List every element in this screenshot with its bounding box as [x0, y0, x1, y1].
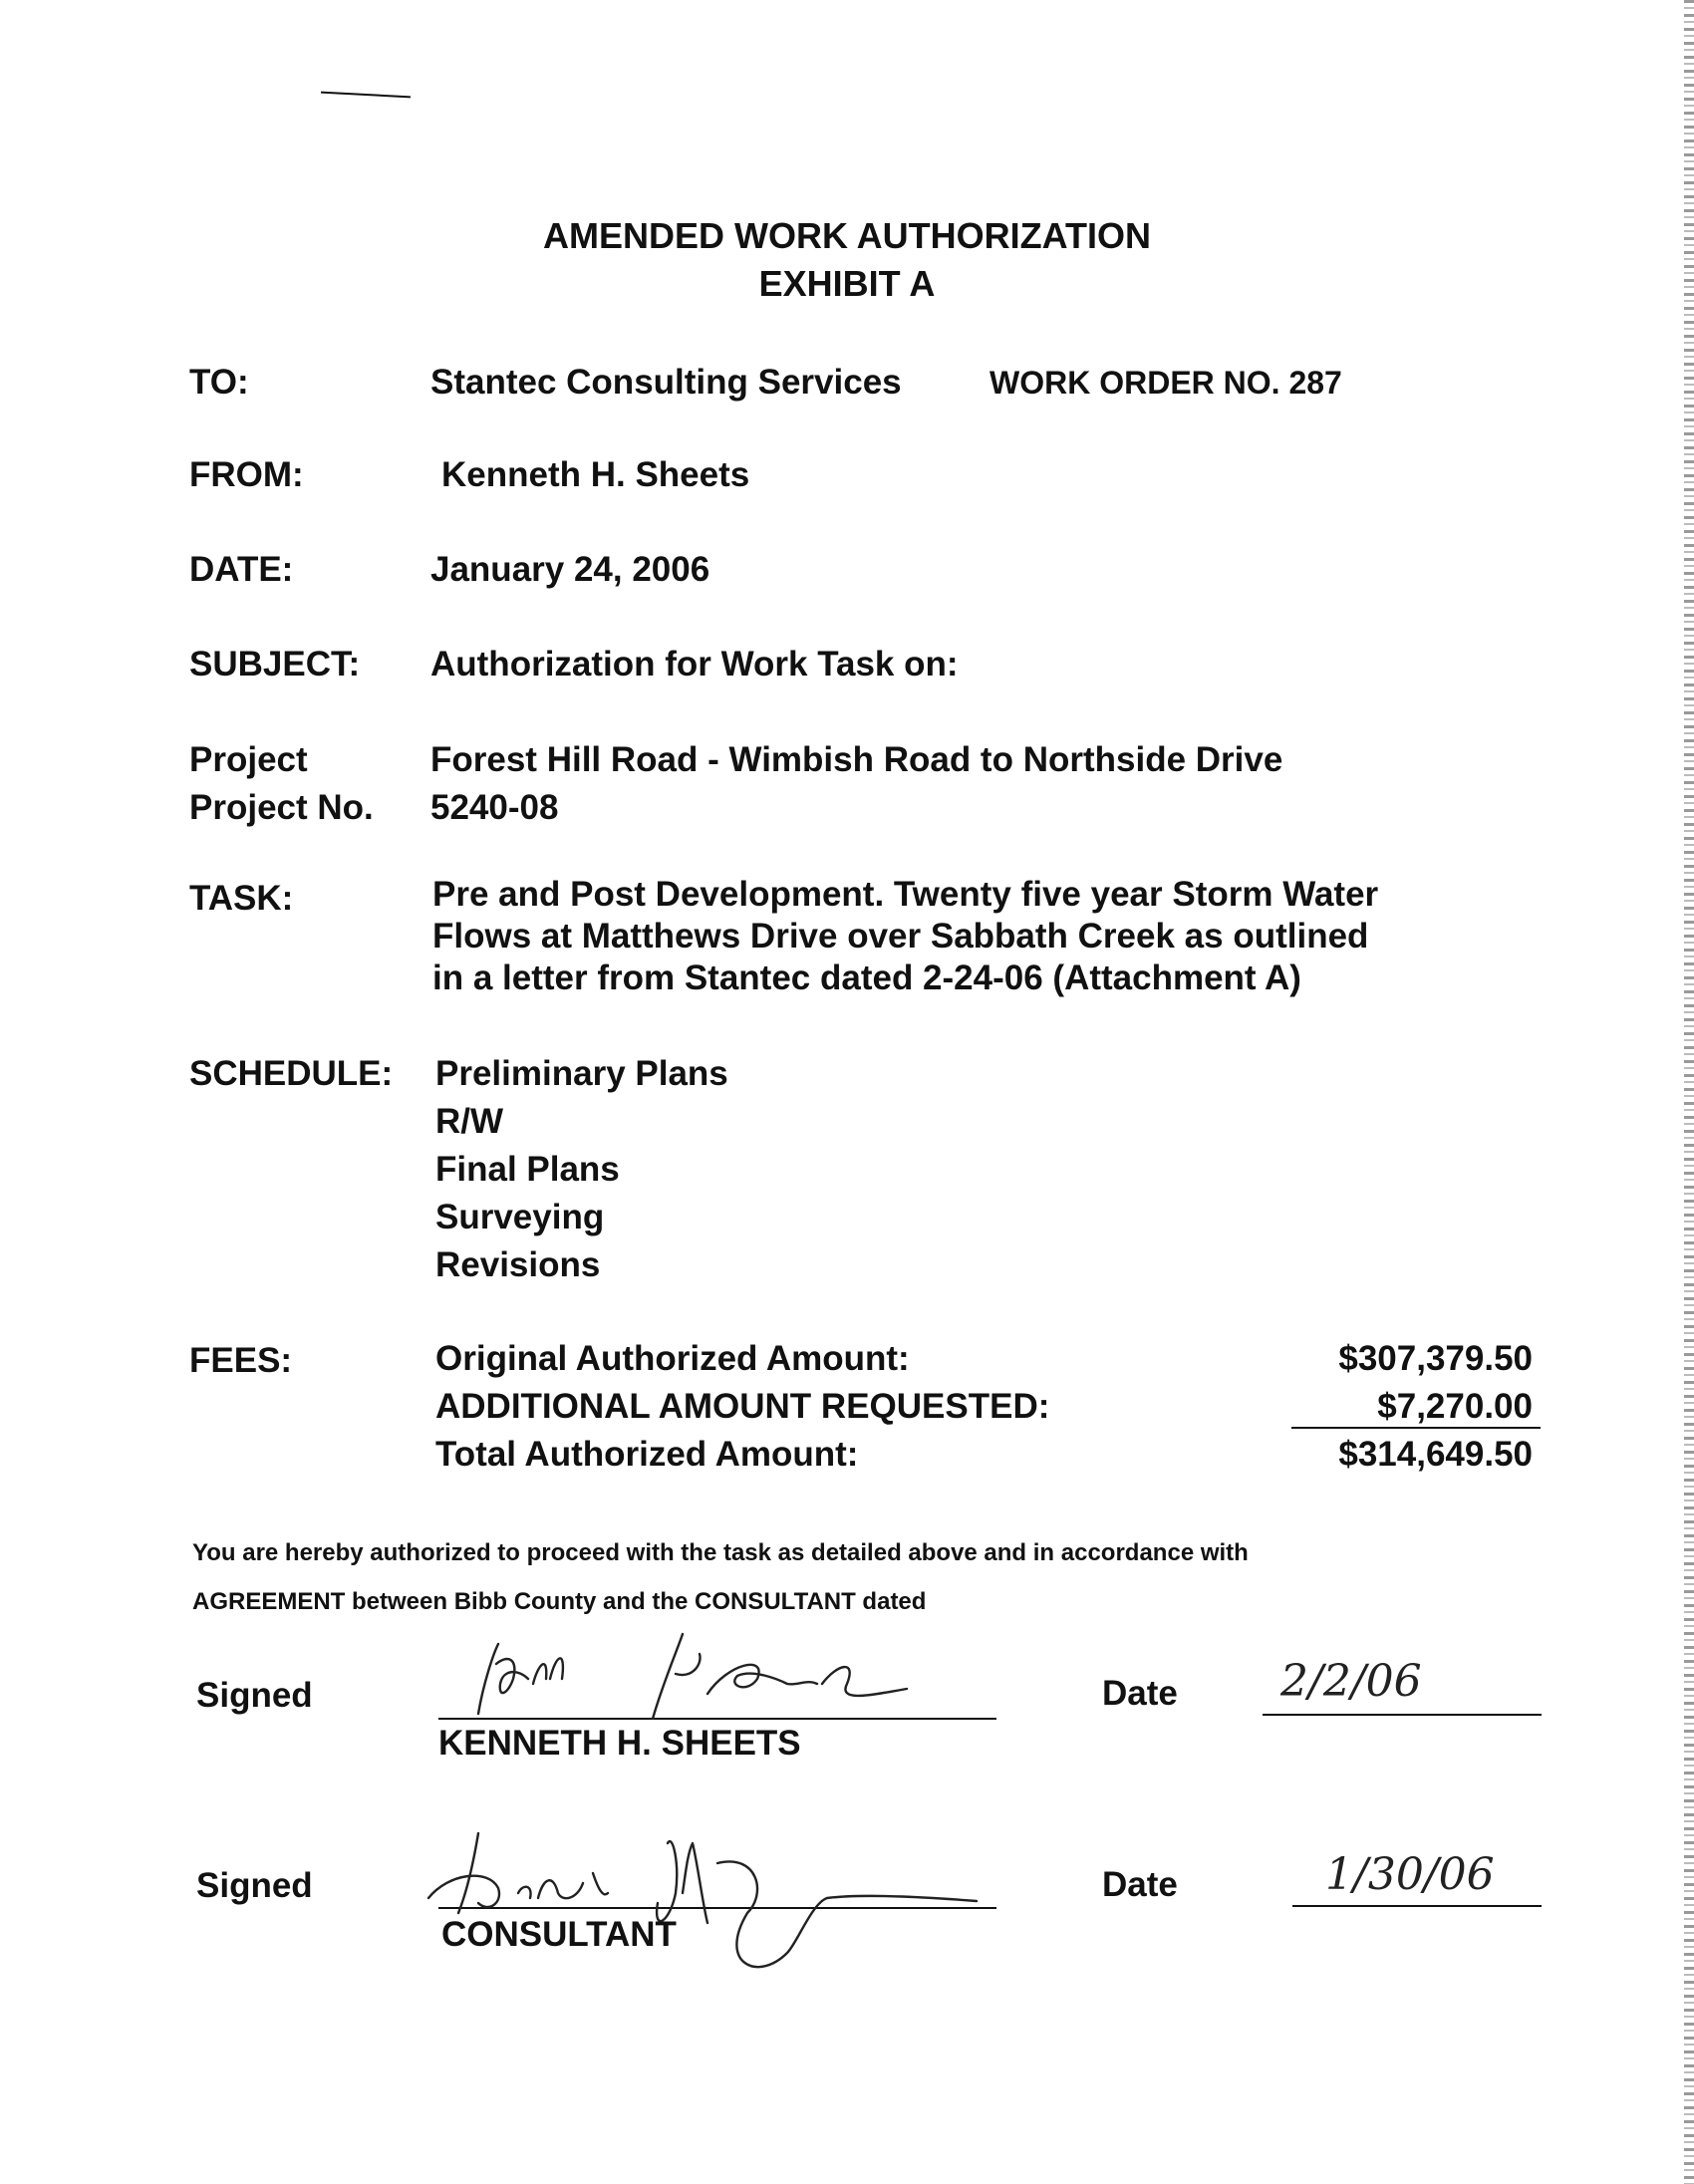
signed-label: Signed	[196, 1676, 313, 1715]
date-label: Date	[1102, 1865, 1178, 1904]
authorization-text: AGREEMENT between Bibb County and the CONSULTANT dated	[192, 1588, 927, 1615]
date-value: January 24, 2006	[430, 550, 710, 589]
schedule-item: R/W	[435, 1102, 504, 1141]
fee-subtotal-rule	[1291, 1427, 1541, 1429]
signed-label: Signed	[196, 1866, 313, 1905]
task-line: Flows at Matthews Drive over Sabbath Creek as outlined	[432, 917, 1369, 956]
project-number-label: Project No.	[189, 788, 374, 827]
date-line	[1263, 1714, 1542, 1716]
fees-label: FEES:	[189, 1341, 293, 1380]
fee-row-label: Original Authorized Amount:	[435, 1339, 910, 1378]
signer-name: KENNETH H. SHEETS	[438, 1724, 801, 1763]
schedule-item: Surveying	[435, 1198, 605, 1236]
fee-row-amount: $7,270.00	[1377, 1387, 1533, 1426]
subject-value: Authorization for Work Task on:	[430, 645, 959, 683]
task-line: in a letter from Stantec dated 2-24-06 (Attachment A)	[432, 958, 1301, 997]
date-label: DATE:	[189, 550, 294, 589]
handwritten-signature-icon	[438, 1624, 996, 1724]
from-label: FROM:	[189, 455, 304, 494]
from-value: Kenneth H. Sheets	[441, 455, 750, 494]
task-label: TASK:	[189, 879, 294, 918]
stray-mark	[321, 92, 411, 99]
task-line: Pre and Post Development. Twenty five year Storm Water	[432, 875, 1379, 914]
document-subtitle: EXHIBIT A	[758, 263, 936, 304]
signer-name: CONSULTANT	[441, 1915, 677, 1954]
handwritten-date: 2/2/06	[1280, 1656, 1422, 1707]
to-label: TO:	[189, 363, 249, 402]
authorization-text: You are hereby authorized to proceed with the task as detailed above and in accordance with	[192, 1539, 1249, 1566]
schedule-item: Revisions	[435, 1245, 601, 1284]
work-order-number: WORK ORDER NO. 287	[989, 365, 1342, 401]
fee-total-amount: $314,649.50	[1338, 1435, 1533, 1474]
project-value: Forest Hill Road - Wimbish Road to Northside Drive	[430, 740, 1283, 779]
schedule-item: Final Plans	[435, 1150, 620, 1189]
schedule-item: Preliminary Plans	[435, 1054, 728, 1093]
subject-label: SUBJECT:	[189, 645, 361, 683]
handwritten-date: 1/30/06	[1325, 1849, 1495, 1900]
project-number-value: 5240-08	[430, 788, 559, 827]
fee-row-amount: $307,379.50	[1338, 1339, 1533, 1378]
date-line	[1292, 1905, 1542, 1907]
handwritten-signature-icon	[419, 1803, 1016, 1983]
scan-edge-noise	[1684, 0, 1694, 2184]
to-value: Stantec Consulting Services	[430, 363, 902, 402]
date-label: Date	[1102, 1674, 1178, 1713]
fee-row-label: ADDITIONAL AMOUNT REQUESTED:	[435, 1387, 1050, 1426]
schedule-label: SCHEDULE:	[189, 1054, 394, 1093]
project-label: Project	[189, 740, 308, 779]
document-title: AMENDED WORK AUTHORIZATION	[543, 215, 1151, 256]
fee-total-label: Total Authorized Amount:	[435, 1435, 859, 1474]
